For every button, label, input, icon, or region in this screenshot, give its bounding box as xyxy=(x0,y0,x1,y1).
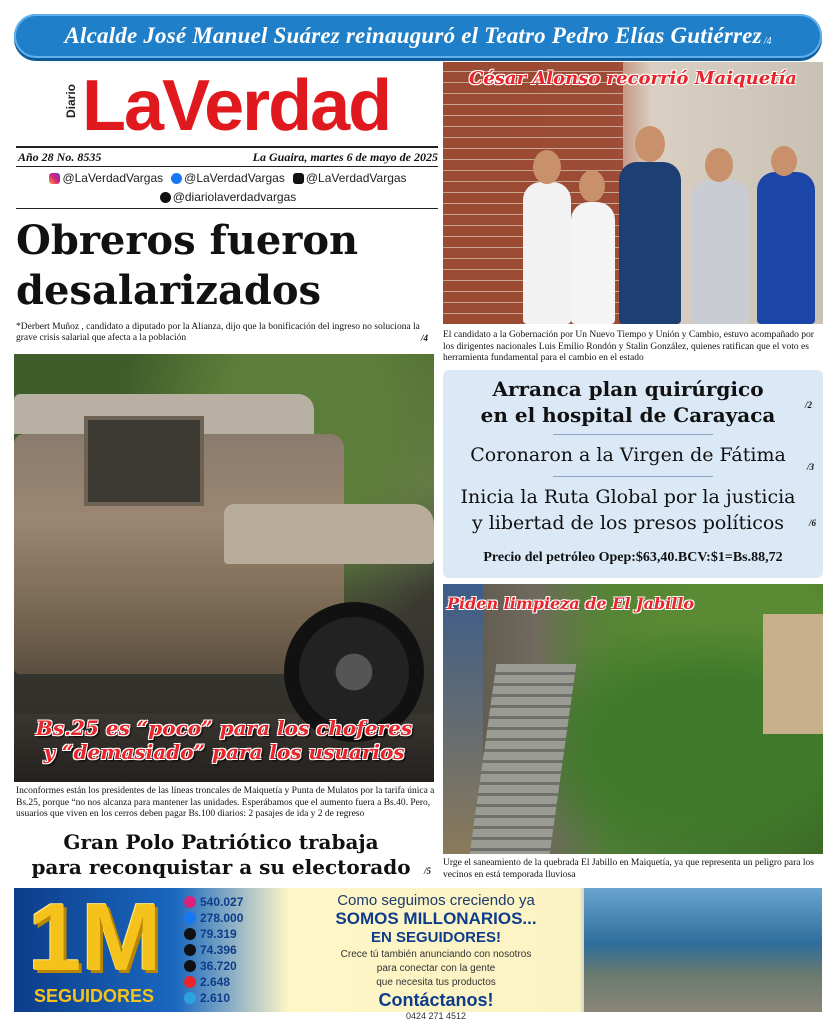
stairs xyxy=(470,664,577,854)
ad-stat-value: 278.000 xyxy=(200,911,244,925)
divider xyxy=(16,146,438,148)
polo-page-ref: /5 xyxy=(424,866,432,876)
ad-stat-row xyxy=(184,942,284,958)
facebook-icon xyxy=(184,912,196,924)
person xyxy=(619,162,681,324)
ad-stat-value: 2.648 xyxy=(200,975,231,989)
ad-stats xyxy=(184,894,284,1006)
x-icon xyxy=(184,944,196,956)
threads-icon xyxy=(184,928,196,940)
main-headline-line1: Obreros fueron xyxy=(16,217,359,264)
news-item-virgin-page: /3 xyxy=(807,462,815,472)
jeep-hood xyxy=(224,504,434,564)
ad-contact[interactable]: Contáctanos! xyxy=(378,990,494,1010)
ad-stat-row xyxy=(184,926,284,942)
jeep-caption: Bs.25 es “poco” para los choferes y “demasiado” para los usuarios xyxy=(35,716,413,764)
instagram-icon xyxy=(49,173,60,184)
ad-phone[interactable]: 0424 271 4512 xyxy=(405,1011,467,1021)
social-x[interactable]: @LaVerdadVargas xyxy=(293,171,407,185)
ad-message: Como seguimos creciendo ya SOMOS MILLONARIOS... EN SEGUIDORES! Crece tú también anunciando con nosotros para conectar con la gente que necesita tus productos Contáctanos! 0424 271 4512 xyxy=(286,892,586,1021)
main-page-ref: /4 xyxy=(420,333,428,343)
person-head xyxy=(635,126,665,162)
news-item-surgery-page: /2 xyxy=(805,400,813,410)
jabillo-story-text: Urge el saneamiento de la quebrada El Jabillo en Maiquetía, ya que representa un peligro para los vecinos en está temporada lluviosa xyxy=(443,858,814,880)
jeep-window xyxy=(84,416,204,506)
tiktok-icon xyxy=(160,192,171,203)
oil-price: Precio del petróleo Opep:$63,40.BCV:$1=Bs.88,72 xyxy=(483,550,783,565)
divider xyxy=(16,166,438,167)
x-icon xyxy=(293,173,304,184)
jeep-photo[interactable] xyxy=(14,354,434,782)
instagram-icon xyxy=(184,896,196,908)
ad-stat-value: 79.319 xyxy=(200,927,237,941)
top-banner[interactable] xyxy=(14,14,822,58)
ad-stat-row xyxy=(184,958,284,974)
news-item-virgin[interactable]: Coronaron a la Virgen de Fátima xyxy=(470,444,786,466)
person-head xyxy=(533,150,561,184)
person-head xyxy=(579,170,605,202)
masthead-prefix: Diario xyxy=(64,83,78,118)
ad-followers-label: SEGUIDORES xyxy=(34,986,155,1006)
main-headline[interactable] xyxy=(16,216,436,316)
cesar-story-text: El candidato a la Gobernación por Un Nuevo Tiempo y Unión y Cambio, estuvo acompañado por los dirigentes nacionales Luis Emilio Rondón y Stalin González, quienes ratifican que el voto es herramienta fundamental para el cambio en el estado xyxy=(443,330,814,363)
person-head xyxy=(705,148,733,182)
issue-date: La Guaira, martes 6 de mayo de 2025 xyxy=(252,150,438,164)
masthead-logo: LaVerdad xyxy=(82,66,391,146)
followers-ad[interactable] xyxy=(14,884,822,1021)
ad-stat-row xyxy=(184,974,284,990)
main-headline-line2: desalarizados xyxy=(16,267,322,314)
issue-number: Año 28 No. 8535 xyxy=(18,150,102,164)
jabillo-title: Piden limpieza de El Jabillo xyxy=(447,594,695,613)
issue-line xyxy=(18,150,438,166)
ad-stat-value: 540.027 xyxy=(200,895,244,909)
person xyxy=(691,180,749,324)
news-item-ruta[interactable]: Inicia la Ruta Global por la justicia y libertad de los presos políticos xyxy=(460,486,796,534)
harbor-photo xyxy=(584,888,822,1012)
ad-stat-value: 36.720 xyxy=(200,959,237,973)
telegram-icon xyxy=(184,992,196,1004)
social-instagram[interactable]: @LaVerdadVargas xyxy=(49,171,163,185)
ad-stat-row xyxy=(184,894,284,910)
divider xyxy=(16,208,438,209)
person xyxy=(757,172,815,324)
news-item-ruta-page: /6 xyxy=(809,518,817,528)
news-box xyxy=(443,370,823,578)
ad-stat-row xyxy=(184,910,284,926)
ad-stat-value: 2.610 xyxy=(200,991,231,1005)
banner-page-ref: /4 xyxy=(763,35,772,47)
person-head xyxy=(771,146,797,176)
person xyxy=(571,202,615,324)
social-tiktok[interactable]: @diariolaverdadvargas xyxy=(160,190,297,204)
facebook-icon xyxy=(171,173,182,184)
news-item-surgery[interactable]: Arranca plan quirúrgico en el hospital de Carayaca xyxy=(480,377,776,427)
social-row-2 xyxy=(18,189,438,205)
wall xyxy=(763,614,823,734)
youtube-icon xyxy=(184,976,196,988)
polo-headline[interactable]: Gran Polo Patriótico trabaja para reconquistar a su electorado xyxy=(31,830,411,879)
divider xyxy=(553,434,713,435)
jabillo-photo[interactable] xyxy=(443,584,823,854)
social-facebook[interactable]: @LaVerdadVargas xyxy=(171,171,285,185)
ad-big-number: 1M xyxy=(28,884,162,991)
banner-headline[interactable]: Alcalde José Manuel Suárez reinauguró el Teatro Pedro Elías Gutiérrez xyxy=(64,23,762,48)
tiktok-icon xyxy=(184,960,196,972)
main-summary: *Derbert Muñoz , candidato a diputado por la Alianza, dijo que la bonificación del ingreso no soluciona la grave crisis salarial que afecta a la población /4 xyxy=(16,322,428,343)
jeep-story-text: Inconformes están los presidentes de las líneas troncales de Maiquetía y Punta de Mulatos por la tarifa única a Bs.25, porque “no nos alcanza para mantener las unidades. Esperábamos que el aumento fuera a Bs.40. Pero, usuarios que viven en los cerros deben pagar Bs.100 diarios: 2 pasajes de ida y 2 de regreso xyxy=(16,786,435,819)
masthead xyxy=(14,66,439,150)
ad-stat-value: 74.396 xyxy=(200,943,237,957)
social-row xyxy=(18,170,438,186)
ad-stat-row xyxy=(184,990,284,1006)
cesar-photo[interactable] xyxy=(443,62,823,324)
divider xyxy=(553,476,713,477)
cesar-title: César Alonso recorrió Maiquetía xyxy=(469,68,797,89)
person xyxy=(523,182,571,324)
